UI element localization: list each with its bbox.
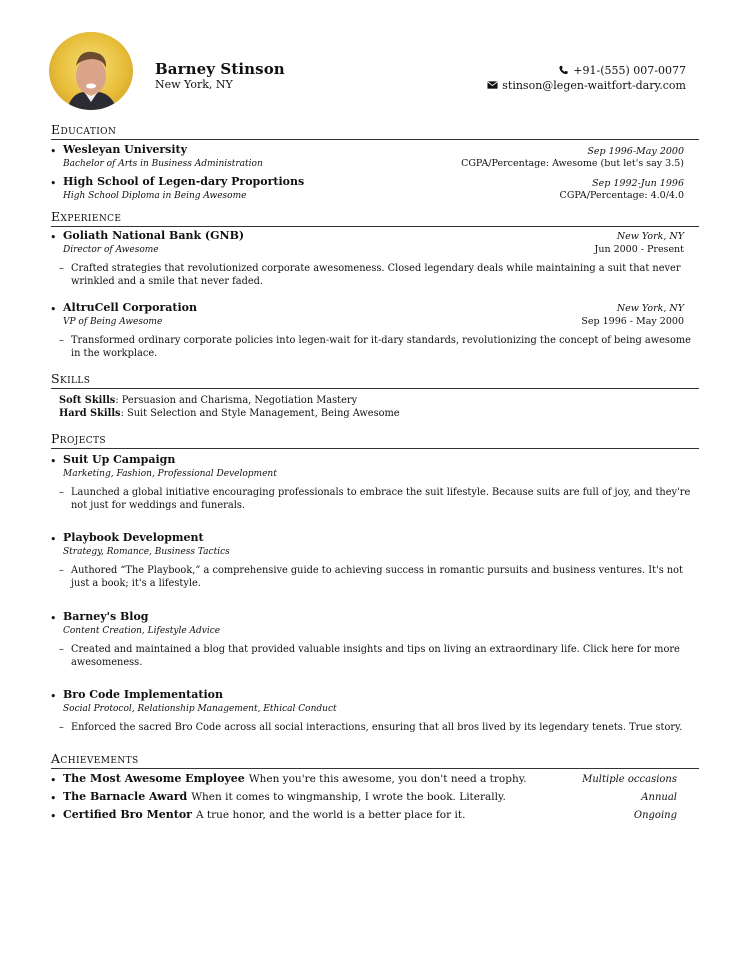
bullet: •	[50, 145, 57, 158]
bullet: •	[50, 231, 57, 244]
section-divider	[51, 388, 699, 389]
project-tags: Social Protocol, Relationship Management, Ethical Conduct	[63, 704, 337, 714]
education-grade: CGPA/Percentage: Awesome (but let's say 3.5)	[461, 158, 684, 169]
bullet: •	[50, 792, 57, 805]
project-title: Playbook Development	[63, 531, 204, 544]
achievement-item	[63, 790, 506, 803]
project-description	[59, 565, 696, 590]
soft-skills-list: : Persuasion and Charisma, Negotiation Mastery	[115, 395, 358, 406]
section-divider	[51, 768, 699, 769]
soft-skills	[59, 395, 357, 406]
education-school: Wesleyan University	[63, 143, 187, 156]
email-address: stinson@legen-waitfort-dary.com	[502, 79, 686, 92]
achievement-item	[63, 772, 527, 785]
project-tags: Content Creation, Lifestyle Advice	[63, 626, 221, 636]
experience-description-text: Crafted strategies that revolutionized corporate awesomeness. Closed legendary deals while maintaining a suit that never wrinkled and a smile that never faded.	[71, 263, 681, 287]
dash: –	[59, 565, 64, 576]
education-degree: Bachelor of Arts in Business Administration	[63, 159, 263, 169]
project-title: Barney's Blog	[63, 610, 149, 623]
achievement-frequency: Annual	[641, 792, 677, 803]
project-description-text: Created and maintained a blog that provided valuable insights and tips on living an extraordinary life. Click here for more awesomeness.	[71, 644, 680, 668]
section-title-education: Education	[51, 122, 117, 137]
portrait-image	[49, 32, 133, 110]
dash: –	[59, 335, 64, 346]
section-title-experience: Experience	[51, 209, 122, 224]
project-tags: Marketing, Fashion, Professional Development	[63, 469, 277, 479]
section-title-projects: Projects	[51, 431, 106, 446]
experience-location: New York, NY	[616, 231, 684, 242]
candidate-name: Barney Stinson	[155, 60, 285, 78]
dash: –	[59, 644, 64, 655]
experience-company: Goliath National Bank (GNB)	[63, 229, 245, 242]
education-dates: Sep 1992-Jun 1996	[592, 178, 684, 189]
section-title-skills: Skills	[51, 371, 91, 386]
dash: –	[59, 722, 64, 733]
project-description	[59, 487, 696, 512]
envelope-icon	[487, 80, 498, 90]
phone-contact[interactable]	[558, 64, 686, 77]
soft-skills-label: Soft Skills	[59, 395, 116, 406]
education-degree: High School Diploma in Being Awesome	[63, 191, 247, 201]
bullet: •	[50, 774, 57, 787]
bullet: •	[50, 810, 57, 823]
dash: –	[59, 487, 64, 498]
experience-role: Director of Awesome	[63, 245, 159, 255]
experience-dates: Jun 2000 - Present	[594, 244, 684, 255]
bullet: •	[50, 612, 57, 625]
achievement-title: Certified Bro Mentor	[63, 808, 192, 821]
achievement-frequency: Multiple occasions	[582, 774, 677, 785]
bullet: •	[50, 690, 57, 703]
education-grade: CGPA/Percentage: 4.0/4.0	[559, 190, 684, 201]
education-school: High School of Legen-dary Proportions	[63, 175, 305, 188]
bullet: •	[50, 177, 57, 190]
hard-skills-label: Hard Skills	[59, 408, 121, 419]
bullet: •	[50, 455, 57, 468]
dash: –	[59, 263, 64, 274]
experience-location: New York, NY	[616, 303, 684, 314]
experience-description	[59, 335, 696, 360]
project-description[interactable]	[59, 644, 696, 669]
achievement-title: The Most Awesome Employee	[63, 772, 245, 785]
section-divider	[51, 448, 699, 449]
project-tags: Strategy, Romance, Business Tactics	[63, 547, 230, 557]
experience-description	[59, 263, 696, 288]
achievement-title: The Barnacle Award	[63, 790, 188, 803]
experience-description-text: Transformed ordinary corporate policies into legen-wait for it-dary standards, revolutionizing the concept of being awesome in the workplace.	[71, 335, 691, 359]
achievement-description: When you're this awesome, you don't need a trophy.	[248, 773, 527, 785]
hard-skills-list: : Suit Selection and Style Management, Being Awesome	[120, 408, 400, 419]
bullet: •	[50, 533, 57, 546]
achievement-frequency: Ongoing	[633, 810, 677, 821]
project-description-text: Launched a global initiative encouraging professionals to embrace the suit lifestyle. Because suits are full of joy, and they're not just for weddings and funerals.	[71, 487, 691, 511]
achievement-description: A true honor, and the world is a better place for it.	[195, 809, 466, 821]
experience-dates: Sep 1996 - May 2000	[581, 316, 684, 327]
candidate-location: New York, NY	[155, 78, 233, 91]
project-description-text: Authored “The Playbook,” a comprehensive guide to achieving success in romantic pursuits and business ventures. It's not just a book; it's a lifestyle.	[71, 565, 683, 589]
phone-icon	[558, 65, 569, 75]
project-title: Suit Up Campaign	[63, 453, 176, 466]
experience-company: AltruCell Corporation	[63, 301, 197, 314]
section-title-achievements: Achievements	[51, 751, 139, 766]
phone-number: +91-(555) 007-0077	[573, 64, 686, 77]
hard-skills	[59, 408, 400, 419]
project-description-text: Enforced the sacred Bro Code across all social interactions, ensuring that all bros lived by its legendary tenets. True story.	[71, 722, 683, 733]
email-contact[interactable]	[487, 79, 686, 92]
section-divider	[51, 226, 699, 227]
profile-photo	[49, 32, 133, 110]
experience-role: VP of Being Awesome	[63, 317, 163, 327]
education-dates: Sep 1996-May 2000	[587, 146, 684, 157]
project-title: Bro Code Implementation	[63, 688, 223, 701]
achievement-item	[63, 808, 465, 821]
section-divider	[51, 139, 699, 140]
achievement-description: When it comes to wingmanship, I wrote the book. Literally.	[191, 791, 506, 803]
project-description	[59, 722, 696, 735]
bullet: •	[50, 303, 57, 316]
